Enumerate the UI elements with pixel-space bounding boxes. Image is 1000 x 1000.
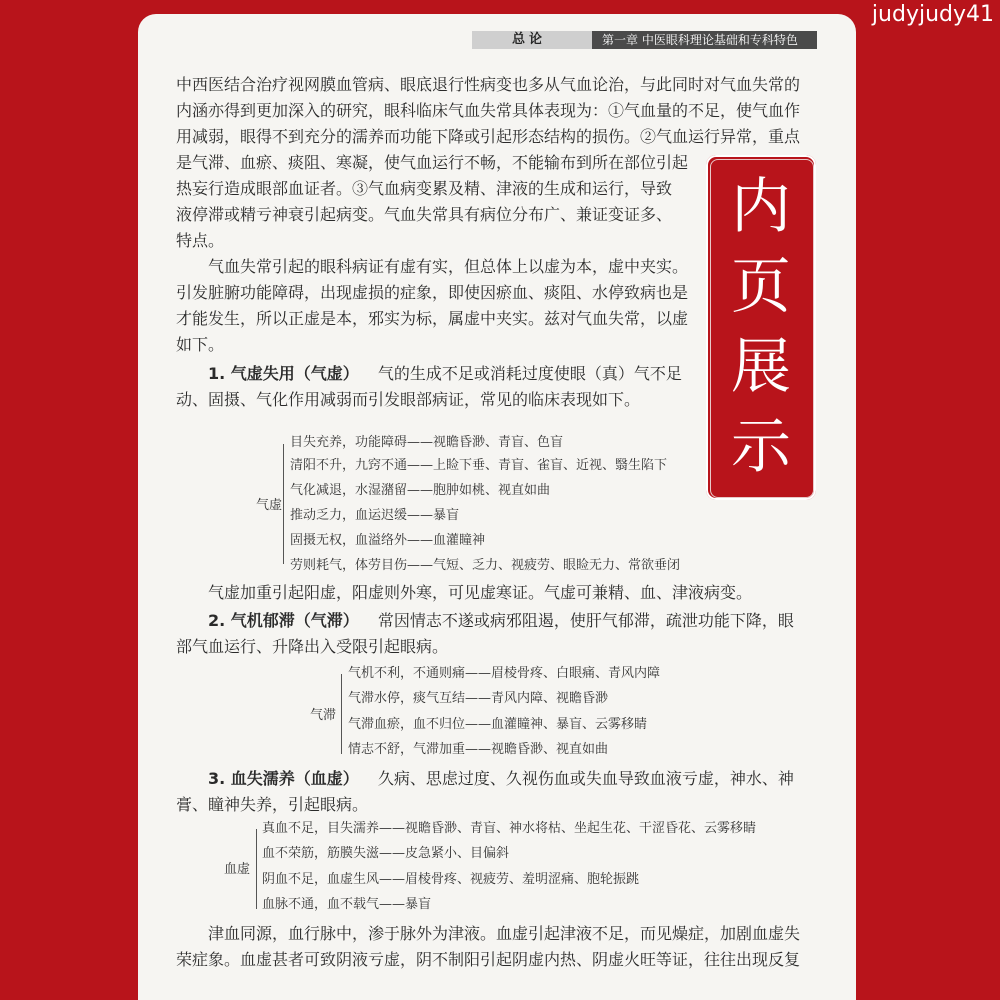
section-text: 久病、思虑过度、久视伤血或失血导致血液亏虚，神水、神 [377, 769, 794, 788]
tree-brace [283, 444, 284, 564]
body-line: 中西医结合治疗视网膜血管病、眼底退行性病变也多从气血论治，与此同时对气血失常的 [176, 75, 801, 94]
section-text: 气的生成不足或消耗过度使眼（真）气不足 [377, 364, 682, 383]
section-text: 常因情志不遂或病邪阻遏，使肝气郁滞，疏泄功能下降，眼 [377, 611, 794, 630]
header-section: 总论 [512, 32, 547, 47]
body-line: 内涵亦得到更加深入的研究，眼科临床气血失常具体表现为：①气血量的不足，使气血作 [176, 101, 801, 120]
body-line: 引发脏腑功能障碍，出现虚损的症象，即使因瘀血、痰阻、水停致病也是 [176, 283, 689, 302]
tree-item: 气滞血瘀，血不归位——血灌瞳神、暴盲、云雾移睛 [348, 717, 648, 732]
body-line: 荣症象。血虚甚者可致阴液亏虚，阴不制阳引起阴虚内热、阴虚火旺等证，往往出现反复 [176, 950, 801, 969]
body-line: 津血同源，血行脉中，渗于脉外为津液。血虚引起津液不足，而见燥症，加剧血虚失 [176, 924, 801, 943]
tree-item: 血不荣筋，筋膜失滋——皮急紧小、目偏斜 [262, 846, 510, 861]
tree-item: 阴血不足，血虚生风——眉棱骨疼、视疲劳、羞明涩痛、胞轮振跳 [262, 872, 640, 887]
tree-item: 情志不舒，气滞加重——视瞻昏渺、视直如曲 [348, 742, 609, 757]
tree-item: 真血不足，目失濡养——视瞻昏渺、青盲、神水将枯、坐起生花、干涩昏花、云雾移睛 [262, 821, 757, 836]
body-line: 热妄行造成眼部血证者。③气血病变累及精、津液的生成和运行，导致 [176, 179, 673, 198]
body-line: 才能发生，所以正虚是本，邪实为标，属虚中夹实。兹对气血失常，以虚 [176, 309, 689, 328]
tree-brace [341, 674, 342, 754]
tree-label: 气滞 [310, 708, 337, 723]
section-text-cont: 部气血运行、升降出入受限引起眼病。 [176, 637, 449, 656]
section-title: 2. 气机郁滞（气滞） [208, 611, 359, 630]
body-line: 用减弱，眼得不到充分的濡养而功能下降或引起形态结构的损伤。②气血运行异常，重点 [176, 127, 801, 146]
tree-item: 血脉不通，血不载气——暴盲 [262, 897, 432, 912]
stamp-char: 示 [731, 412, 791, 482]
page-preview-stamp [706, 155, 816, 500]
tree-item: 推动乏力，血运迟缓——暴盲 [290, 508, 460, 523]
running-header [472, 31, 817, 49]
tree-label: 气虚 [256, 498, 283, 513]
body-line: 特点。 [176, 231, 225, 250]
tree-brace [256, 829, 257, 909]
section-heading-line [208, 769, 794, 789]
body-line: 气虚加重引起阳虚，阳虚则外寒，可见虚寒证。气虚可兼精、血、津液病变。 [176, 583, 753, 602]
stamp-char: 展 [731, 332, 791, 402]
stamp-char: 页 [731, 252, 791, 322]
header-chapter: 第一章 中医眼科理论基础和专科特色 [602, 33, 798, 47]
tree-item: 气化减退，水湿潴留——胞肿如桃、视直如曲 [290, 483, 551, 498]
tree-item: 目失充养，功能障碍——视瞻昏渺、青盲、色盲 [290, 435, 564, 450]
section-heading-line [208, 611, 794, 631]
section-text-cont: 膏、瞳神失养，引起眼病。 [176, 795, 369, 814]
section-text-cont: 动、固摄、气化作用减弱而引发眼部病证，常见的临床表现如下。 [176, 390, 641, 409]
body-line: 是气滞、血瘀、痰阻、寒凝，使气血运行不畅，不能输布到所在部位引起 [176, 153, 689, 172]
watermark: judyjudy41 [871, 2, 994, 27]
tree-item: 气滞水停，痰气互结——青风内障、视瞻昏渺 [348, 691, 609, 706]
body-line: 如下。 [176, 335, 225, 354]
stamp-char: 内 [731, 172, 791, 242]
header-section-tab [472, 31, 592, 49]
body-line: 气血失常引起的眼科病证有虚有实，但总体上以虚为本，虚中夹实。 [176, 257, 689, 276]
tree-item: 固摄无权，血溢络外——血灌瞳神 [290, 533, 486, 548]
section-title: 1. 气虚失用（气虚） [208, 364, 359, 383]
body-line: 液停滞或精亏神衰引起病变。气血失常具有病位分布广、兼证变证多、 [176, 205, 673, 224]
section-heading-line [208, 364, 682, 384]
tree-label: 血虚 [224, 862, 251, 877]
tree-item: 清阳不升，九窍不通——上睑下垂、青盲、雀盲、近视、翳生陷下 [290, 458, 668, 473]
tree-item: 气机不利，不通则痛——眉棱骨疼、白眼痛、青风内障 [348, 666, 661, 681]
section-title: 3. 血失濡养（血虚） [208, 769, 359, 788]
tree-item: 劳则耗气，体劳目伤——气短、乏力、视疲劳、眼睑无力、常欲垂闭 [290, 558, 681, 573]
